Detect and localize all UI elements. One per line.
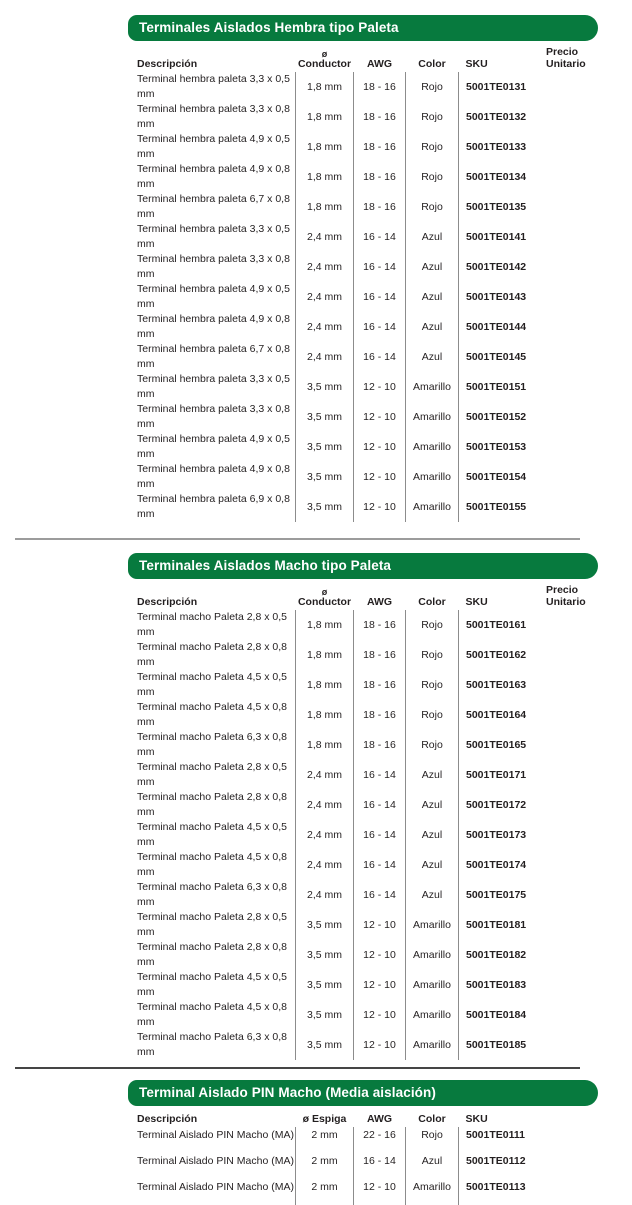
cell-awg: 18 - 16 (354, 102, 406, 132)
table-row (137, 402, 611, 432)
cell-awg: 18 - 16 (354, 640, 406, 670)
cell-color: Rojo (406, 1127, 459, 1153)
cell-conductor: 2,4 mm (296, 282, 354, 312)
cell-sku: 5001TE0151 (466, 380, 527, 393)
cell-precio-unitario (546, 880, 611, 910)
diameter-symbol: ø (321, 587, 328, 597)
cell-color: Amarillo (406, 910, 459, 940)
cell-color: Amarillo (406, 1030, 459, 1060)
cell-sku: 5001TE0131 (466, 80, 527, 93)
cell-awg: 12 - 10 (354, 940, 406, 970)
cell-precio-unitario (546, 910, 611, 940)
cell-color: Amarillo (406, 1000, 459, 1030)
cell-sku: 5001TE0161 (466, 618, 527, 631)
cell-color: Rojo (406, 102, 459, 132)
cell-awg: 18 - 16 (354, 132, 406, 162)
cell-precio-unitario (546, 820, 611, 850)
cell-precio-unitario (546, 1000, 611, 1030)
cell-precio-unitario (546, 760, 611, 790)
cell-awg: 16 - 14 (354, 880, 406, 910)
cell-awg: 18 - 16 (354, 192, 406, 222)
cell-color: Amarillo (406, 1179, 459, 1205)
column-header-descripcion: Descripción (137, 58, 198, 70)
cell-sku: 5001TE0174 (466, 858, 527, 871)
cell-sku: 5001TE0132 (466, 110, 527, 123)
cell-espiga: 2 mm (296, 1153, 354, 1179)
cell-precio-unitario (546, 72, 611, 102)
cell-conductor: 3,5 mm (296, 910, 354, 940)
cell-descripcion: Terminal Aislado PIN Macho (MA) (137, 1127, 296, 1153)
cell-awg: 18 - 16 (354, 72, 406, 102)
cell-sku: 5001TE0175 (466, 888, 527, 901)
cell-descripcion: Terminal macho Paleta 2,8 x 0,8 mm (137, 940, 296, 970)
cell-sku: 5001TE0135 (466, 200, 527, 213)
cell-sku: 5001TE0181 (466, 918, 527, 931)
cell-sku: 5001TE0111 (466, 1129, 525, 1141)
cell-awg: 12 - 10 (354, 970, 406, 1000)
column-header-sku: SKU (465, 1113, 488, 1125)
cell-color: Azul (406, 820, 459, 850)
cell-descripcion: Terminal hembra paleta 3,3 x 0,5 mm (137, 222, 296, 252)
table-row (137, 640, 611, 670)
cell-color: Amarillo (406, 970, 459, 1000)
cell-awg: 16 - 14 (354, 850, 406, 880)
table-row (137, 72, 611, 102)
cell-precio-unitario (546, 132, 611, 162)
cell-color: Rojo (406, 72, 459, 102)
catalog-page (0, 15, 632, 1193)
cell-sku: 5001TE0162 (466, 648, 527, 661)
cell-color: Azul (406, 222, 459, 252)
cell-color: Amarillo (406, 432, 459, 462)
cell-precio-unitario (546, 102, 611, 132)
cell-color: Azul (406, 790, 459, 820)
cell-awg: 12 - 10 (354, 432, 406, 462)
cell-sku: 5001TE0112 (466, 1155, 526, 1167)
cell-sku: 5001TE0143 (466, 290, 527, 303)
cell-conductor: 1,8 mm (296, 132, 354, 162)
cell-descripcion: Terminal hembra paleta 4,9 x 0,5 mm (137, 132, 296, 162)
table-row (137, 462, 611, 492)
section-terminales-hembra-paleta (0, 15, 632, 522)
cell-descripcion: Terminal macho Paleta 2,8 x 0,8 mm (137, 790, 296, 820)
cell-descripcion: Terminal hembra paleta 4,9 x 0,5 mm (137, 282, 296, 312)
table-row (137, 372, 611, 402)
table-row (137, 880, 611, 910)
cell-descripcion: Terminal macho Paleta 2,8 x 0,5 mm (137, 610, 296, 640)
cell-conductor: 1,8 mm (296, 610, 354, 640)
cell-awg: 12 - 10 (354, 402, 406, 432)
cell-conductor: 2,4 mm (296, 342, 354, 372)
section-title-banner (128, 1080, 598, 1106)
column-header-sku: SKU (465, 58, 488, 70)
section-title: Terminales Aislados Macho tipo Paleta (139, 558, 392, 573)
cell-precio-unitario (546, 790, 611, 820)
cell-awg: 18 - 16 (354, 162, 406, 192)
cell-awg: 18 - 16 (354, 700, 406, 730)
table-row (137, 1179, 546, 1205)
column-header-awg: AWG (366, 58, 393, 70)
column-header-sku: SKU (465, 596, 488, 608)
cell-descripcion: Terminal hembra paleta 6,9 x 0,8 mm (137, 492, 296, 522)
cell-awg: 16 - 14 (354, 282, 406, 312)
cell-conductor: 1,8 mm (296, 670, 354, 700)
cell-precio-unitario (546, 222, 611, 252)
cell-conductor: 2,4 mm (296, 880, 354, 910)
cell-color: Rojo (406, 132, 459, 162)
cell-conductor: 1,8 mm (296, 162, 354, 192)
cell-awg: 16 - 14 (354, 342, 406, 372)
cell-sku: 5001TE0141 (466, 230, 527, 243)
table-row (137, 760, 611, 790)
cell-awg: 16 - 14 (354, 1153, 406, 1179)
cell-conductor: 3,5 mm (296, 1000, 354, 1030)
cell-awg: 12 - 10 (354, 372, 406, 402)
cell-descripcion: Terminal macho Paleta 4,5 x 0,8 mm (137, 850, 296, 880)
cell-precio-unitario (546, 312, 611, 342)
cell-awg: 12 - 10 (354, 1179, 406, 1205)
cell-color: Amarillo (406, 940, 459, 970)
cell-conductor: 3,5 mm (296, 462, 354, 492)
column-header-awg: AWG (366, 1113, 393, 1125)
table-row (137, 432, 611, 462)
cell-descripcion: Terminal macho Paleta 6,3 x 0,8 mm (137, 730, 296, 760)
cell-sku: 5001TE0144 (466, 320, 527, 333)
cell-color: Azul (406, 342, 459, 372)
cell-precio-unitario (546, 700, 611, 730)
column-header-precio-unitario: Precio Unitario (546, 46, 586, 70)
table-row (137, 342, 611, 372)
cell-descripcion: Terminal macho Paleta 6,3 x 0,8 mm (137, 1030, 296, 1060)
cell-awg: 18 - 16 (354, 730, 406, 760)
cell-precio-unitario (546, 730, 611, 760)
column-header-descripcion: Descripción (137, 1113, 198, 1125)
table-row (137, 222, 611, 252)
cell-sku: 5001TE0154 (466, 470, 527, 483)
section-title-banner (128, 553, 598, 579)
cell-precio-unitario (546, 610, 611, 640)
cell-awg: 12 - 10 (354, 910, 406, 940)
cell-color: Rojo (406, 700, 459, 730)
cell-precio-unitario (546, 252, 611, 282)
product-table-hembra-paleta (137, 45, 612, 522)
cell-conductor: 1,8 mm (296, 192, 354, 222)
column-header-color: Color (418, 1113, 446, 1125)
cell-sku: 5001TE0145 (466, 350, 527, 363)
table-row (137, 1153, 546, 1179)
cell-sku: 5001TE0153 (466, 440, 527, 453)
cell-conductor: 3,5 mm (296, 970, 354, 1000)
cell-descripcion: Terminal hembra paleta 6,7 x 0,8 mm (137, 342, 296, 372)
cell-descripcion: Terminal hembra paleta 3,3 x 0,8 mm (137, 252, 296, 282)
cell-precio-unitario (546, 970, 611, 1000)
cell-conductor: 3,5 mm (296, 492, 354, 522)
cell-precio-unitario (546, 432, 611, 462)
table-row (137, 670, 611, 700)
cell-precio-unitario (546, 940, 611, 970)
cell-sku: 5001TE0164 (466, 708, 527, 721)
table-row (137, 910, 611, 940)
section-terminales-macho-paleta (0, 553, 632, 1060)
cell-precio-unitario (546, 342, 611, 372)
cell-color: Rojo (406, 640, 459, 670)
cell-descripcion: Terminal hembra paleta 4,9 x 0,5 mm (137, 432, 296, 462)
cell-precio-unitario (546, 640, 611, 670)
cell-descripcion: Terminal macho Paleta 4,5 x 0,8 mm (137, 700, 296, 730)
cell-sku: 5001TE0142 (466, 260, 527, 273)
product-table-pin-macho (137, 1110, 546, 1205)
table-row (137, 1030, 611, 1060)
cell-conductor: 1,8 mm (296, 730, 354, 760)
product-table-macho-paleta (137, 583, 612, 1060)
section-title: Terminal Aislado PIN Macho (Media aislación) (139, 1085, 436, 1100)
cell-precio-unitario (546, 492, 611, 522)
cell-precio-unitario (546, 402, 611, 432)
cell-conductor: 2,4 mm (296, 850, 354, 880)
cell-awg: 18 - 16 (354, 670, 406, 700)
cell-descripcion: Terminal hembra paleta 6,7 x 0,8 mm (137, 192, 296, 222)
cell-conductor: 2,4 mm (296, 252, 354, 282)
cell-descripcion: Terminal hembra paleta 4,9 x 0,8 mm (137, 462, 296, 492)
cell-conductor: 3,5 mm (296, 1030, 354, 1060)
cell-descripcion: Terminal Aislado PIN Macho (MA) (137, 1179, 296, 1205)
cell-sku: 5001TE0185 (466, 1038, 527, 1051)
cell-conductor: 1,8 mm (296, 102, 354, 132)
column-header-espiga: ø Espiga (302, 1113, 347, 1125)
column-header-color: Color (418, 58, 446, 70)
cell-descripcion: Terminal Aislado PIN Macho (MA) (137, 1153, 296, 1179)
table-row (137, 312, 611, 342)
cell-awg: 16 - 14 (354, 760, 406, 790)
table-row (137, 940, 611, 970)
cell-conductor: 1,8 mm (296, 700, 354, 730)
cell-color: Amarillo (406, 402, 459, 432)
cell-color: Amarillo (406, 372, 459, 402)
cell-sku: 5001TE0134 (466, 170, 527, 183)
column-header-descripcion: Descripción (137, 596, 198, 608)
cell-descripcion: Terminal hembra paleta 3,3 x 0,8 mm (137, 402, 296, 432)
cell-sku: 5001TE0171 (466, 768, 527, 781)
table-row (137, 970, 611, 1000)
cell-descripcion: Terminal macho Paleta 2,8 x 0,5 mm (137, 760, 296, 790)
cell-awg: 22 - 16 (354, 1127, 406, 1153)
cell-color: Azul (406, 850, 459, 880)
cell-precio-unitario (546, 192, 611, 222)
table-row (137, 492, 611, 522)
cell-conductor: 2,4 mm (296, 222, 354, 252)
table-row (137, 192, 611, 222)
cell-conductor: 3,5 mm (296, 940, 354, 970)
cell-espiga: 2 mm (296, 1127, 354, 1153)
cell-descripcion: Terminal macho Paleta 2,8 x 0,5 mm (137, 910, 296, 940)
cell-sku: 5001TE0172 (466, 798, 527, 811)
cell-sku: 5001TE0184 (466, 1008, 527, 1021)
header-row (137, 583, 611, 610)
cell-sku: 5001TE0133 (466, 140, 527, 153)
cell-precio-unitario (546, 850, 611, 880)
section-divider (15, 538, 580, 540)
cell-color: Rojo (406, 610, 459, 640)
cell-precio-unitario (546, 1030, 611, 1060)
cell-conductor: 1,8 mm (296, 72, 354, 102)
cell-descripcion: Terminal macho Paleta 2,8 x 0,8 mm (137, 640, 296, 670)
cell-conductor: 1,8 mm (296, 640, 354, 670)
cell-precio-unitario (546, 670, 611, 700)
cell-color: Azul (406, 312, 459, 342)
cell-color: Rojo (406, 162, 459, 192)
table-row (137, 252, 611, 282)
header-row (137, 1110, 546, 1127)
column-header-color: Color (418, 596, 446, 608)
section-divider (15, 1067, 580, 1069)
cell-awg: 16 - 14 (354, 790, 406, 820)
table-row (137, 700, 611, 730)
cell-conductor: 3,5 mm (296, 372, 354, 402)
cell-sku: 5001TE0183 (466, 978, 527, 991)
cell-descripcion: Terminal hembra paleta 3,3 x 0,8 mm (137, 102, 296, 132)
column-header-conductor: ø Conductor (296, 45, 354, 72)
cell-descripcion: Terminal hembra paleta 3,3 x 0,5 mm (137, 72, 296, 102)
cell-descripcion: Terminal macho Paleta 4,5 x 0,5 mm (137, 970, 296, 1000)
cell-sku: 5001TE0182 (466, 948, 527, 961)
cell-color: Azul (406, 252, 459, 282)
cell-color: Rojo (406, 192, 459, 222)
column-header-precio-unitario: Precio Unitario (546, 584, 586, 608)
cell-color: Rojo (406, 730, 459, 760)
cell-color: Azul (406, 282, 459, 312)
cell-awg: 16 - 14 (354, 820, 406, 850)
cell-conductor: 3,5 mm (296, 432, 354, 462)
cell-sku: 5001TE0113 (466, 1181, 526, 1193)
cell-espiga: 2 mm (296, 1179, 354, 1205)
cell-awg: 12 - 10 (354, 462, 406, 492)
cell-awg: 12 - 10 (354, 1000, 406, 1030)
table-row (137, 820, 611, 850)
cell-sku: 5001TE0173 (466, 828, 527, 841)
cell-color: Azul (406, 880, 459, 910)
cell-conductor: 3,5 mm (296, 402, 354, 432)
table-row (137, 282, 611, 312)
table-row (137, 1000, 611, 1030)
cell-descripcion: Terminal macho Paleta 4,5 x 0,5 mm (137, 820, 296, 850)
table-row (137, 162, 611, 192)
table-row (137, 790, 611, 820)
cell-descripcion: Terminal hembra paleta 4,9 x 0,8 mm (137, 312, 296, 342)
section-title-banner (128, 15, 598, 41)
header-row (137, 45, 611, 72)
table-row (137, 132, 611, 162)
diameter-symbol: ø (321, 49, 328, 59)
cell-color: Azul (406, 760, 459, 790)
cell-precio-unitario (546, 282, 611, 312)
cell-color: Azul (406, 1153, 459, 1179)
column-header-awg: AWG (366, 596, 393, 608)
table-row (137, 1127, 546, 1153)
cell-descripcion: Terminal hembra paleta 3,3 x 0,5 mm (137, 372, 296, 402)
cell-conductor: 2,4 mm (296, 312, 354, 342)
cell-sku: 5001TE0165 (466, 738, 527, 751)
cell-descripcion: Terminal macho Paleta 4,5 x 0,8 mm (137, 1000, 296, 1030)
section-terminal-pin-macho (0, 1080, 632, 1205)
cell-precio-unitario (546, 372, 611, 402)
cell-precio-unitario (546, 162, 611, 192)
cell-descripcion: Terminal hembra paleta 4,9 x 0,8 mm (137, 162, 296, 192)
cell-descripcion: Terminal macho Paleta 6,3 x 0,8 mm (137, 880, 296, 910)
cell-sku: 5001TE0152 (466, 410, 527, 423)
cell-descripcion: Terminal macho Paleta 4,5 x 0,5 mm (137, 670, 296, 700)
cell-sku: 5001TE0155 (466, 500, 527, 513)
column-header-conductor: ø Conductor (296, 583, 354, 610)
table-row (137, 850, 611, 880)
section-title: Terminales Aislados Hembra tipo Paleta (139, 20, 399, 35)
cell-precio-unitario (546, 462, 611, 492)
cell-awg: 18 - 16 (354, 610, 406, 640)
table-row (137, 102, 611, 132)
cell-sku: 5001TE0163 (466, 678, 527, 691)
cell-color: Amarillo (406, 462, 459, 492)
cell-color: Amarillo (406, 492, 459, 522)
table-row (137, 610, 611, 640)
table-row (137, 730, 611, 760)
cell-color: Rojo (406, 670, 459, 700)
cell-awg: 16 - 14 (354, 252, 406, 282)
cell-awg: 16 - 14 (354, 222, 406, 252)
cell-conductor: 2,4 mm (296, 790, 354, 820)
cell-conductor: 2,4 mm (296, 820, 354, 850)
cell-conductor: 2,4 mm (296, 760, 354, 790)
cell-awg: 12 - 10 (354, 1030, 406, 1060)
cell-awg: 16 - 14 (354, 312, 406, 342)
cell-awg: 12 - 10 (354, 492, 406, 522)
